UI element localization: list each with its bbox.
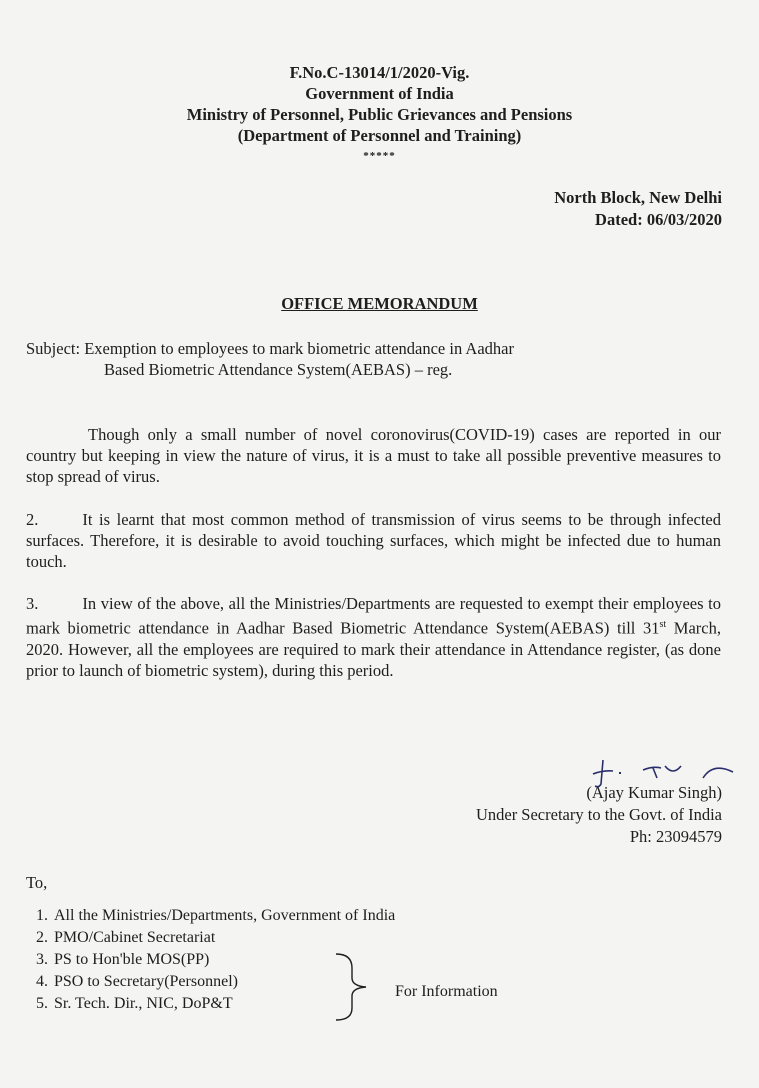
- subject-line-1: Exemption to employees to mark biometric attendance in Aadhar: [84, 339, 514, 358]
- paragraph-3: [26, 593, 721, 681]
- for-information-label: For Information: [395, 983, 498, 1000]
- list-item: 2. PMO/Cabinet Secretariat: [52, 927, 395, 949]
- signatory-phone: Ph: 23094579: [629, 827, 722, 846]
- paragraph-2-text: It is learnt that most common method of transmission of virus seems to be through infected surfaces. Therefore, it is desirable to avoid touching surfaces, which might be infected due to human touch.: [26, 510, 721, 571]
- stars-separator: *****: [363, 150, 396, 162]
- subject-line-2: Based Biometric Attendance System(AEBAS) – reg.: [104, 360, 453, 379]
- signatory-name: (Ajay Kumar Singh): [586, 783, 722, 802]
- list-item: 3. PS to Hon'ble MOS(PP): [52, 949, 395, 971]
- file-number: F.No.C-13014/1/2020-Vig.: [289, 63, 470, 82]
- signatory-designation: Under Secretary to the Govt. of India: [475, 805, 722, 824]
- paragraph-1: Though only a small number of novel coronovirus(COVID-19) cases are reported in our country but keeping in view the nature of virus, it is a must to take all possible preventive measures to stop spread of virus.: [26, 425, 721, 486]
- paragraph-3-text-a: In view of the above, all the Ministries/Departments are requested to exempt their employees to mark biometric attendance in Aadhar Based Biometric Attendance System(AEBAS) till 31: [26, 594, 721, 638]
- to-label: To,: [26, 873, 48, 892]
- list-item: 4. PSO to Secretary(Personnel): [52, 971, 395, 993]
- signatory-block: [476, 782, 722, 848]
- government-name: Government of India: [305, 84, 454, 103]
- subject-block: [26, 338, 721, 380]
- paragraph-2-number: 2.: [26, 510, 39, 529]
- place: North Block, New Delhi: [554, 188, 722, 207]
- date: Dated: 06/03/2020: [595, 210, 722, 229]
- ministry-name: Ministry of Personnel, Public Grievances and Pensions: [186, 105, 573, 124]
- paragraph-3-number: 3.: [26, 594, 39, 613]
- memo-title: OFFICE MEMORANDUM: [281, 294, 478, 313]
- superscript-st: st: [659, 619, 667, 630]
- paragraph-3-text-b: March, 2020. However, all the employees are required to mark their attendance in Attendance register, (as done prior to launch of biometric system), during this period.: [26, 618, 721, 680]
- place-date-block: [554, 187, 722, 231]
- letterhead: [0, 62, 759, 167]
- subject-label: Subject:: [26, 339, 81, 358]
- department-name: (Department of Personnel and Training): [237, 126, 522, 145]
- paragraph-2: [26, 509, 721, 572]
- list-item: 5. Sr. Tech. Dir., NIC, DoP&T: [52, 993, 395, 1015]
- right-curly-brace: [330, 950, 380, 1024]
- list-item: 1. All the Ministries/Departments, Government of India: [52, 905, 395, 927]
